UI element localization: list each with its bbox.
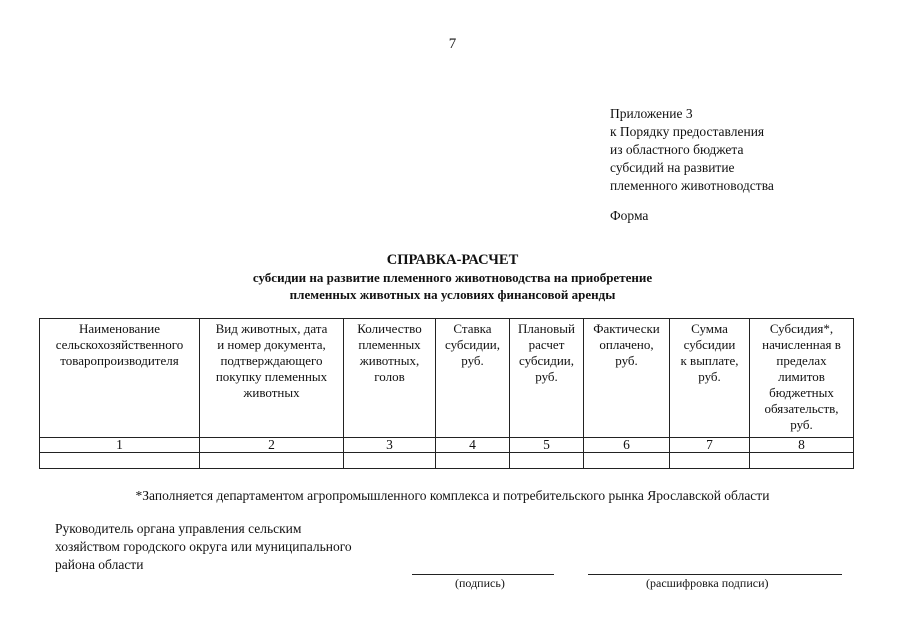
table-header-cell [436, 319, 510, 438]
table-cell[interactable] [436, 453, 510, 469]
appendix-block [610, 105, 774, 195]
table-header-cell [670, 319, 750, 438]
calculation-table [39, 318, 854, 469]
table-column-number: 7 [670, 438, 750, 453]
signature-caption: (подпись) [455, 576, 505, 590]
form-label: Форма [610, 208, 649, 223]
table-header-line: животных, [359, 353, 420, 368]
table-header-line: лимитов [778, 369, 825, 384]
table-header-line: Количество [357, 321, 422, 336]
signer-line: Руководитель органа управления сельским [55, 521, 302, 536]
table-header-cell [750, 319, 854, 438]
table-header-line: товаропроизводителя [60, 353, 179, 368]
table-row [40, 453, 854, 469]
signature-line[interactable] [412, 574, 554, 575]
table-header-line: руб. [461, 353, 484, 368]
signer-block [55, 520, 352, 574]
table-header-line: пределах [776, 353, 827, 368]
footnote: *Заполняется департаментом агропромышленного комплекса и потребительского рынка Ярославской области [135, 488, 770, 503]
document-title: СПРАВКА-РАСЧЕТ [386, 252, 519, 268]
table-column-number: 3 [344, 438, 436, 453]
table-cell[interactable] [670, 453, 750, 469]
table-header-line: субсидии [683, 337, 736, 352]
table-header-line: субсидии, [444, 337, 501, 352]
table-cell[interactable] [40, 453, 200, 469]
table-column-number: 6 [584, 438, 670, 453]
table-header-cell [200, 319, 344, 438]
table-cell[interactable] [200, 453, 344, 469]
table-column-number: 8 [750, 438, 854, 453]
table-cell[interactable] [344, 453, 436, 469]
appendix-line: племенного животноводства [610, 178, 774, 193]
appendix-line: субсидий на развитие [610, 160, 735, 175]
table-column-number: 4 [436, 438, 510, 453]
table-cell[interactable] [750, 453, 854, 469]
signer-line: хозяйством городского округа или муниципального [55, 539, 352, 554]
table-header-line: руб. [615, 353, 638, 368]
table-header-line: руб. [698, 369, 721, 384]
table-header-line: покупку племенных [215, 369, 328, 384]
table-header-cell [510, 319, 584, 438]
signer-line: района области [55, 557, 144, 572]
table-header-line: к выплате, [680, 353, 739, 368]
table-header-line: Наименование [79, 321, 160, 336]
table-header-line: голов [374, 369, 405, 384]
table-column-number: 1 [40, 438, 200, 453]
table-header-line: обязательств, [764, 401, 839, 416]
signature-decode-caption: (расшифровка подписи) [646, 576, 769, 590]
signature-decode-line[interactable] [588, 574, 842, 575]
table-header-cell [344, 319, 436, 438]
subtitle-line: субсидии на развитие племенного животноводства на приобретение [252, 270, 653, 285]
document-subtitle [0, 269, 905, 303]
table-number-row [40, 438, 854, 453]
table-header-cell [40, 319, 200, 438]
table-header-line: руб. [535, 369, 558, 384]
table-header-line: Ставка [453, 321, 492, 336]
appendix-line: Приложение 3 [610, 106, 693, 121]
page-number: 7 [448, 36, 457, 52]
table-column-number: 5 [510, 438, 584, 453]
table-header-line: субсидии, [518, 353, 575, 368]
table-header-line: сельскохозяйственного [55, 337, 184, 352]
table-header-line: Вид животных, дата [215, 321, 328, 336]
table-header-line: Субсидия*, [769, 321, 834, 336]
table-cell[interactable] [510, 453, 584, 469]
table-column-number: 2 [200, 438, 344, 453]
table-header-cell [584, 319, 670, 438]
table-header-line: племенных [358, 337, 421, 352]
table-header-line: руб. [790, 417, 813, 432]
subtitle-line: племенных животных на условиях финансовой аренды [289, 287, 616, 302]
table-header-line: подтверждающего [220, 353, 323, 368]
table-header-line: Плановый [518, 321, 575, 336]
table-header-line: Фактически [593, 321, 660, 336]
table-header-row [40, 319, 854, 438]
appendix-line: из областного бюджета [610, 142, 744, 157]
appendix-line: к Порядку предоставления [610, 124, 765, 139]
table-header-line: оплачено, [599, 337, 654, 352]
table-header-line: бюджетных [769, 385, 834, 400]
table-header-line: Сумма [691, 321, 728, 336]
table-cell[interactable] [584, 453, 670, 469]
table-header-line: расчет [528, 337, 565, 352]
table-header-line: и номер документа, [217, 337, 326, 352]
table-header-line: начисленная в [762, 337, 841, 352]
table-header-line: животных [243, 385, 300, 400]
